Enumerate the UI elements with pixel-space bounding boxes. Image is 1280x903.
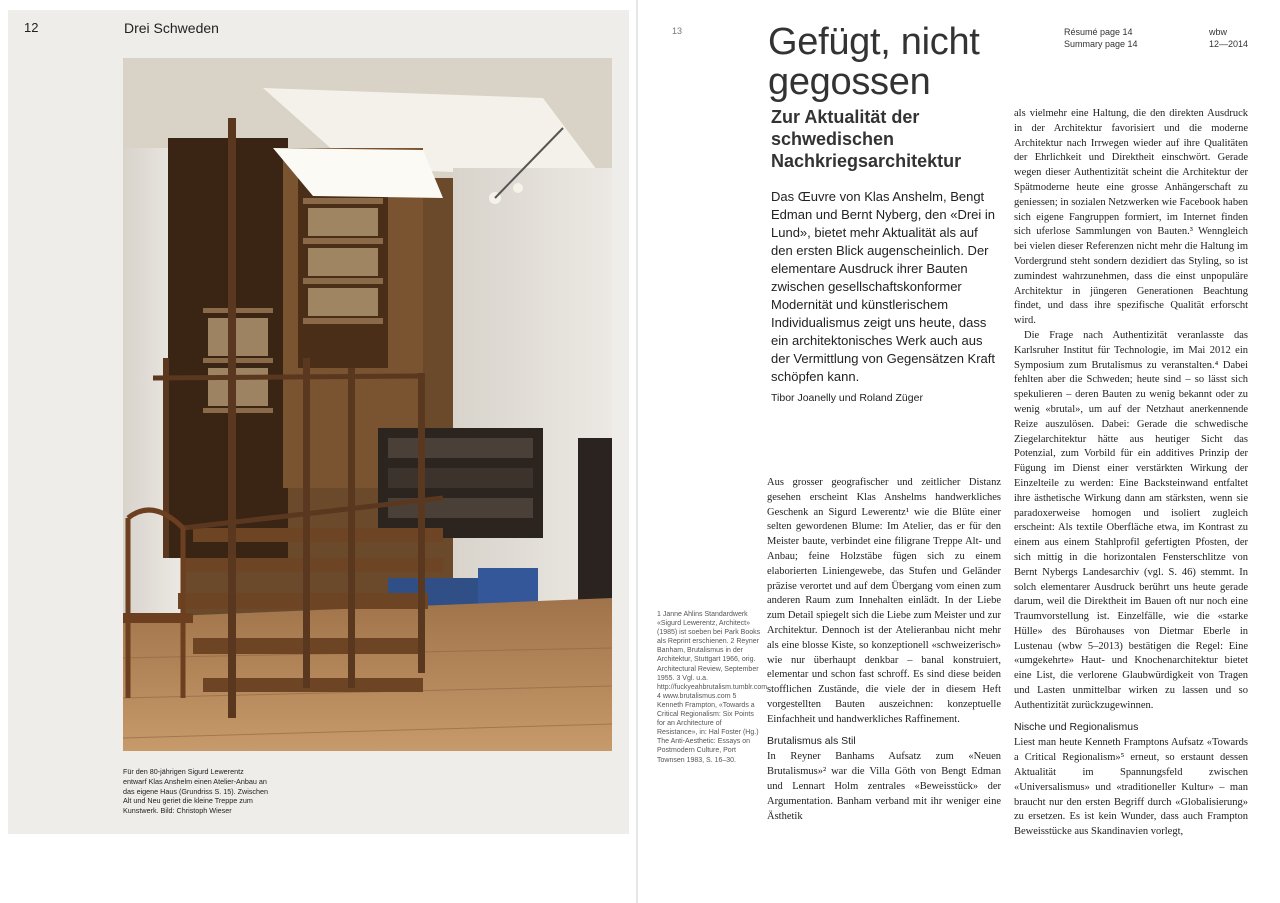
body-paragraph: als vielmehr eine Haltung, die den direkten Ausdruck in der Architektur favorisiert und die moderne Architektur nach Irrwegen wieder auf ihre Qualitäten der Ehrlichkeit und Direktheit einschwört. Gerade wegen dieser Authentizität scheint die Architektur der Spätmoderne heute eine grosse Anhängerschaft zu geniessen; in sozialen Netzwerken wie Facebook haben sich eigene Fangruppen formiert, im Internet finden sich uferlose Sammlungen von Bauten.³ Wenngleich bei vielen dieser Referenzen nicht mehr die Haltung im Vordergrund steht sondern dezidiert das Styling, so ist zumindest wahrzunehmen, dass die einst unpopuläre Architektur in jüngeren Generationen Beachtung findet, und dass ihre spezifische Qualität erforscht wird. (1014, 108, 1248, 327)
left-page (8, 10, 629, 834)
body-paragraph: In Reyner Banhams Aufsatz zum «Neuen Brutalismus»² war die Villa Göth von Bengt Edman und Lennart Holm zentrales «Beweisstück» der Argumentation. Banham verband mit ihr weniger eine Ästhetik (767, 751, 1001, 822)
article-lead: Das Œuvre von Klas Anshelm, Bengt Edman und Bernt Nyberg, den «Drei in Lund», bietet mehr Aktualität als auf den ersten Blick augenscheinlich. Der elementare Ausdruck ihrer Bauten zwischen gesellschaftskonformer Modernität und künstlerischem Individualismus zeigt uns heute, dass ein architektonisches Werk auch aus der Vermittlung von Gegensätzen Kraft schöpfen kann. (771, 189, 996, 384)
issue-number: 12—2014 (1209, 39, 1249, 49)
right-page (640, 10, 1272, 890)
body-paragraph: Liest man heute Kenneth Framptons Aufsatz «Towards a Critical Regionalism»⁵ erneut, so erstaunt dessen Aktualität im Spannungsfeld zwischen «Universalismus» und «traditioneller Kultur» – man braucht nur den ersten Begriff durch «Globalisierung» zu ersetzen. Es ist kein Wunder, dass auch Frampton Beweisstücke aus Skandinavien vorlegt, (1014, 737, 1248, 838)
resume-reference: Résumé page 14 (1064, 27, 1133, 37)
summary-reference: Summary page 14 (1064, 39, 1138, 49)
page-number-right: 13 (672, 26, 683, 36)
body-column-right (1014, 107, 1248, 840)
article-title: Gefügt, nicht gegossen (768, 21, 980, 103)
journal-name: wbw (1209, 27, 1228, 37)
studio-staircase-photo (123, 58, 612, 751)
section-heading: Nische und Regionalismus (1014, 720, 1139, 733)
article-authors: Tibor Joanelly und Roland Züger (771, 392, 923, 404)
summary-references (1064, 26, 1138, 50)
body-paragraph: Aus grosser geografischer und zeitlicher Distanz gesehen erscheint Klas Anshelms handwerkliches Geschenk an Sigurd Lewerentz¹ wie die Blüte einer selten gewordenen Blume: Im Atelier, das er für den Meister baute, verbindet eine filigrane Treppe Alt- und Anbau; feine Holzstäbe fügen sich zu einem elaborierten Liniengewebe, das Stufen und Geländer präzise verortet und auf dem Übergang vom einen zum anderen Raum zum Innehalten einlädt. In der Liebe zum Detail spiegelt sich die Liebe zum Meister und zur Architektur. Dennoch ist der Atelieranbau nicht mehr als eine blosse Kiste, so konzeptionell «schweizerisch» wie nur überhaupt denkbar – banal konstruiert, elementar und schon fast schroff. Es sind diese beiden stofflichen Zustände, die viele der in diesem Heft vorgestellten Bauten auszeichnen: konzeptuelle Einfachheit und handwerkliches Raffinement. (767, 477, 1001, 725)
journal-issue (1209, 26, 1248, 50)
body-column-left (767, 476, 1001, 824)
footnotes: 1 Janne Ahlins Standardwerk «Sigurd Lewerentz, Architect» (1985) ist soeben bei Park Books als Reprint erschienen. 2 Reyner Banham, Brutalismus in der Architektur, Stuttgart 1966, orig. Architectural Review, September 1955. 3 Vgl. u.a. http://fuckyeahbrutalism.tumblr.com 4 www.brutalismus.com 5 Kenneth Frampton, «Towards a Critical Regionalism: Six Points for an Architecture of Resistance», in: Hal Foster (Hg.) The Anti-Aesthetic: Essays on Postmodern Culture, Port Townsen 1983, S. 16–30. (657, 611, 768, 764)
section-title: Drei Schweden (124, 20, 219, 36)
page-number-left: 12 (24, 20, 39, 35)
photo-illustration (123, 58, 612, 751)
article-subtitle: Zur Aktualität der schwedischen Nachkriegsarchitektur (771, 107, 962, 171)
photo-caption: Für den 80-jährigen Sigurd Lewerentz entwarf Klas Anshelm einen Atelier-Anbau an das eigene Haus (Grundriss S. 15). Zwischen Alt und Neu geriet die kleine Treppe zum Kunstwerk. Bild: Christoph Wieser (123, 767, 269, 816)
spread-gutter (636, 0, 638, 903)
section-heading: Brutalismus als Stil (767, 734, 856, 747)
body-paragraph: Die Frage nach Authentizität veranlasste das Karlsruher Institut für Technologie, im Mai 2012 ein Symposium zum Brutalismus zu veranstalten.⁴ Dabei fehlten aber die Schweden; heute sind – so lässt sich spekulieren – deren Bauten zu wenig bekannt oder zu wenig «brutal», um auf der Netzhaut anerkennende Reize auszulösen. Dabei: Gerade die schwedische Ziegelarchitektur hätte aus heutiger Sicht das Potenzial, zum Vorbild für ein additives Prinzip der Fügung im Dienst einer verstärkten Wirkung der Einzelteile zu werden: Eine Backsteinwand entfaltet ihre ästhetische Wirkung dann am stärksten, wenn sie paradoxerweise homogen und isoliert zugleich erscheint: Als textile Oberfläche etwa, im Kontrast zu einem aus einem Stahlprofil gefertigten Pfosten, der sich mittig in die horizontalen Fensterschlitze von Bernt Nybergs Landesarchiv (vgl. S. 46) stemmt. In solch elementarer Ausdruck berührt uns heute gerade darum, weil die Direktheit im Bauen oft nur noch eine Traumvorstellung ist. Einzelfälle, wie die «starke Hülle» des Bürohauses von Dietmar Eberle in Lustenau (wbw 5–2013) bestätigen die Regel: Eine «umgekehrte» Haut- und Knochenarchitektur bietet eine List, die verlorene Glaubwürdigkeit von Tragen und Lasten unmittelbar wirken zu lassen und so Authentizität zurückzugewinnen. (1014, 329, 1248, 711)
